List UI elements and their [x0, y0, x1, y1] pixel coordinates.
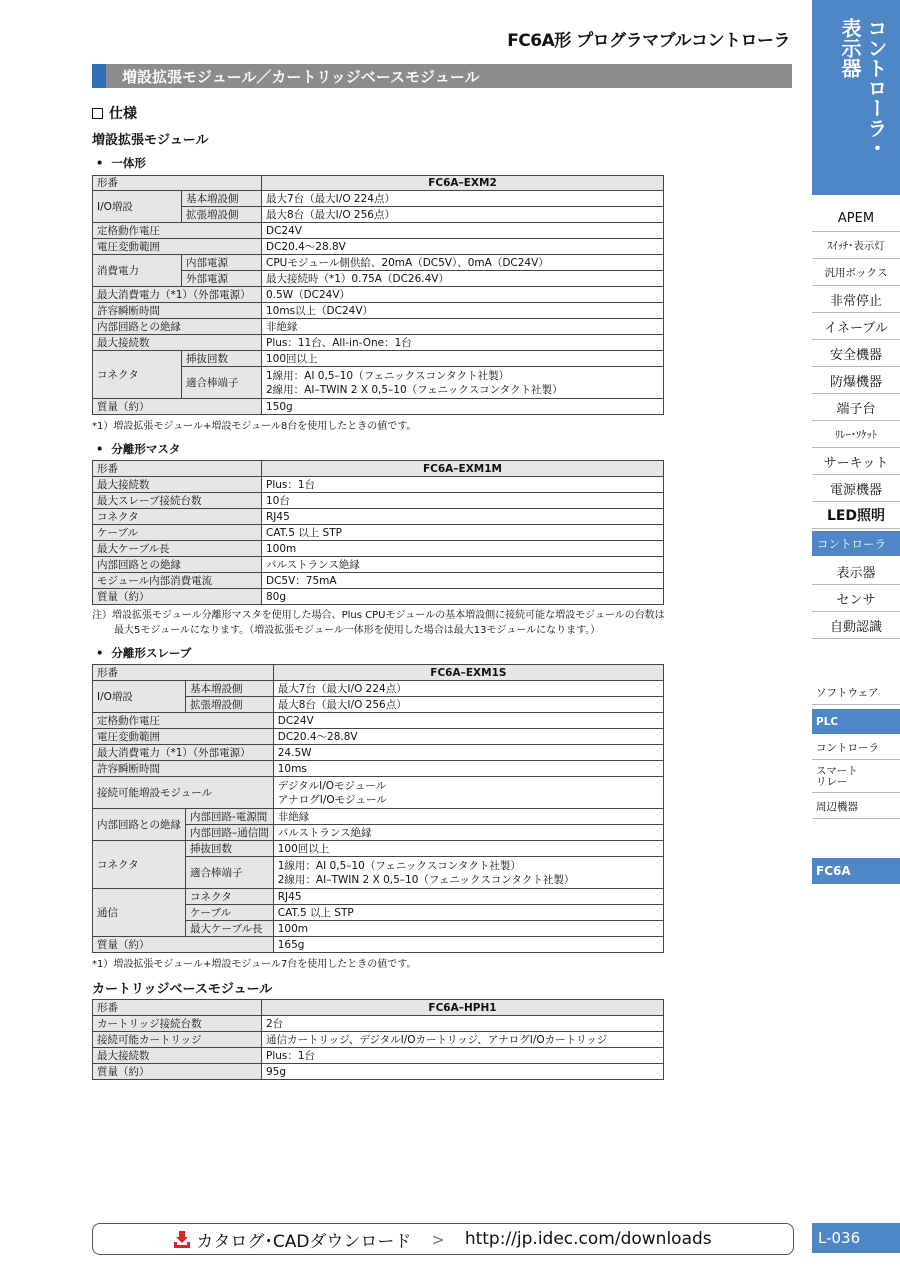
comm-length-label: 最大ケーブル長 — [186, 921, 274, 937]
ferrule-value-line-1: 1線用：AI 0,5–10（フェニックスコンタクト社製） — [266, 369, 510, 382]
side-nav-general-box[interactable]: 汎用ボックス — [812, 259, 900, 286]
interruption-label: 許容瞬断時間 — [93, 303, 262, 319]
side-nav-enable[interactable]: イネーブル — [812, 313, 900, 340]
table-row-label: カートリッジ接続台数 — [93, 1016, 262, 1032]
side-nav-safety[interactable]: 安全機器 — [812, 340, 900, 367]
connector-label: コネクタ — [93, 841, 186, 889]
comm-connector-value: RJ45 — [273, 889, 663, 905]
master-heading-label: 分離形マスタ — [111, 442, 181, 456]
io-ext-value: 最大8台（最大I/O 256点） — [273, 697, 663, 713]
insulation-comm-value: パルストランス絶縁 — [273, 825, 663, 841]
category-tab-line-1: コントローラ・ — [864, 18, 888, 158]
insertion-label: 挿抜回数 — [186, 841, 274, 857]
ferrule-value-line-2: 2線用：AI–TWIN 2 X 0,5–10（フェニックスコンタクト社製） — [266, 383, 563, 396]
section-title: 増設拡張モジュール／カートリッジベースモジュール — [122, 68, 480, 86]
power-external-value: 最大接続時（*1）0.75A（DC26.4V） — [262, 271, 664, 287]
expansion-module-heading: 増設拡張モジュール — [92, 133, 209, 148]
model-number: FC6A–EXM2 — [262, 176, 664, 191]
table-row-value: 通信カートリッジ、デジタルI/Oカートリッジ、アナログI/Oカートリッジ — [262, 1032, 664, 1048]
interruption-value: 10ms以上（DC24V） — [262, 303, 664, 319]
ferrule-value-line-2: 2線用：AI–TWIN 2 X 0,5–10（フェニックスコンタクト社製） — [277, 873, 575, 886]
connectable-modules-value — [273, 777, 663, 809]
connector-label: コネクタ — [93, 351, 182, 399]
table-row-value: 80g — [262, 589, 664, 605]
master-spec-table — [92, 460, 664, 605]
page-header-title: FC6A形 プログラマブルコントローラ — [507, 31, 790, 51]
section-accent-mark — [92, 64, 106, 88]
side-nav-led-lighting[interactable]: LED照明 — [812, 502, 900, 529]
table-row-value: RJ45 — [262, 509, 664, 525]
side-model-fc6a[interactable]: FC6A — [812, 858, 900, 884]
interruption-label: 許容瞬断時間 — [93, 761, 274, 777]
side-nav-relay-socket[interactable]: ﾘﾚｰ･ｿｹｯﾄ — [812, 421, 900, 448]
max-connect-label: 最大接続数 — [93, 335, 262, 351]
io-ext-value: 最大8台（最大I/O 256点） — [262, 207, 664, 223]
connectable-modules-line-1: デジタルI/Oモジュール — [277, 779, 387, 792]
rated-voltage-value: DC24V — [262, 223, 664, 239]
table-row-value: CAT.5 以上 STP — [262, 525, 664, 541]
table-row-label: ケーブル — [93, 525, 262, 541]
integrated-note: *1）増設拡張モジュール+増設モジュール8台を使用したときの値です。 — [92, 421, 417, 432]
table-row-value: 100m — [262, 541, 664, 557]
table-row-label: 質量（約） — [93, 589, 262, 605]
model-number: FC6A–HPH1 — [262, 1000, 664, 1016]
table-row-value: Plus：1台 — [262, 1048, 664, 1064]
cartridge-heading: カートリッジベースモジュール — [92, 982, 273, 997]
side-sub-peripherals[interactable]: 周辺機器 — [812, 794, 900, 819]
voltage-range-label: 電圧変動範囲 — [93, 729, 274, 745]
model-number: FC6A–EXM1M — [262, 461, 664, 477]
max-power-label: 最大消費電力（*1）（外部電源） — [93, 745, 274, 761]
table-row-label: 最大ケーブル長 — [93, 541, 262, 557]
table-row-label: 最大接続数 — [93, 477, 262, 493]
side-nav-terminal-block[interactable]: 端子台 — [812, 394, 900, 421]
checkbox-square-icon — [92, 108, 103, 119]
table-row-label: 最大スレーブ接続台数 — [93, 493, 262, 509]
voltage-range-value: DC20.4～28.8V — [273, 729, 663, 745]
side-nav-explosion-proof[interactable]: 防爆機器 — [812, 367, 900, 394]
model-label: 形番 — [93, 461, 262, 477]
download-label: カタログ･CADダウンロード — [196, 1231, 412, 1252]
io-base-value: 最大7台（最大I/O 224点） — [262, 191, 664, 207]
interruption-value: 10ms — [273, 761, 663, 777]
slave-note: *1）増設拡張モジュール+増設モジュール7台を使用したときの値です。 — [92, 959, 417, 970]
insertion-value: 100回以上 — [262, 351, 664, 367]
ferrule-label: 適合棒端子 — [186, 857, 274, 889]
ferrule-label: 適合棒端子 — [182, 367, 262, 399]
side-sub-plc[interactable]: PLC — [812, 709, 900, 734]
model-label: 形番 — [93, 665, 274, 681]
side-nav-controller[interactable]: コントローラ — [812, 531, 900, 556]
section-title-bar — [92, 64, 792, 88]
slave-heading-label: 分離形スレーブ — [111, 646, 192, 660]
table-row-value: パルストランス絶縁 — [262, 557, 664, 573]
weight-label: 質量（約） — [93, 399, 262, 415]
master-note-line-2: 最大5モジュールになります。（増設拡張モジュール一体形を使用した場合は最大13モジュールになります。） — [114, 625, 601, 636]
connectable-modules-line-2: アナログI/Oモジュール — [277, 793, 387, 806]
max-connect-value: Plus：11台、All-in-One：1台 — [262, 335, 664, 351]
chevron-right-icon: > — [431, 1229, 445, 1249]
io-base-label: 基本増設側 — [186, 681, 274, 697]
power-external-label: 外部電源 — [182, 271, 262, 287]
max-power-value: 0.5W（DC24V） — [262, 287, 664, 303]
spec-heading — [92, 103, 137, 123]
weight-label: 質量（約） — [93, 937, 274, 953]
table-row-value: 2台 — [262, 1016, 664, 1032]
weight-value: 165g — [273, 937, 663, 953]
spec-heading-label: 仕様 — [109, 106, 137, 122]
side-nav-apem[interactable]: APEM — [812, 205, 900, 232]
table-row-label: コネクタ — [93, 509, 262, 525]
comm-length-value: 100m — [273, 921, 663, 937]
voltage-range-value: DC20.4～28.8V — [262, 239, 664, 255]
comm-connector-label: コネクタ — [186, 889, 274, 905]
connectable-modules-label: 接続可能増設モジュール — [93, 777, 274, 809]
slave-spec-table — [92, 664, 664, 953]
category-tab[interactable] — [812, 0, 900, 195]
side-nav-sensor[interactable]: センサ — [812, 585, 900, 612]
download-url-link[interactable]: http://jp.idec.com/downloads — [464, 1229, 712, 1249]
model-label: 形番 — [93, 176, 262, 191]
rated-voltage-label: 定格動作電圧 — [93, 223, 262, 239]
table-row-label: 内部回路との絶縁 — [93, 557, 262, 573]
power-label: 消費電力 — [93, 255, 182, 287]
side-nav-display[interactable]: 表示器 — [812, 558, 900, 585]
rated-voltage-label: 定格動作電圧 — [93, 713, 274, 729]
category-tab-line-2: 表示器 — [838, 18, 862, 78]
power-internal-value: CPUモジュール側供給、20mA（DC5V）、0mA（DC24V） — [262, 255, 664, 271]
table-row-value: DC5V：75mA — [262, 573, 664, 589]
io-base-value: 最大7台（最大I/O 224点） — [273, 681, 663, 697]
model-label: 形番 — [93, 1000, 262, 1016]
side-sub-controller[interactable]: コントローラ — [812, 735, 900, 760]
table-row-label: 接続可能カートリッジ — [93, 1032, 262, 1048]
communication-label: 通信 — [93, 889, 186, 937]
ferrule-value-line-1: 1線用：AI 0,5–10（フェニックスコンタクト社製） — [277, 859, 521, 872]
download-banner[interactable] — [92, 1223, 794, 1255]
max-power-value: 24.5W — [273, 745, 663, 761]
side-nav-switch-indicator[interactable]: ｽｲｯﾁ･表示灯 — [812, 232, 900, 259]
side-sub-smart-relay-line-2: リレー — [816, 775, 848, 788]
insulation-label: 内部回路との絶縁 — [93, 319, 262, 335]
table-row-label: モジュール内部消費電流 — [93, 573, 262, 589]
page-number: L-036 — [812, 1223, 900, 1253]
io-ext-label: 拡張増設側 — [182, 207, 262, 223]
side-sub-smart-relay-line-1: スマート — [816, 764, 858, 777]
slave-heading: • 分離形スレーブ — [96, 646, 192, 660]
integrated-heading: • 一体形 — [96, 156, 146, 170]
rated-voltage-value: DC24V — [273, 713, 663, 729]
io-base-label: 基本増設側 — [182, 191, 262, 207]
power-internal-label: 内部電源 — [182, 255, 262, 271]
side-nav-circuit[interactable]: サーキット — [812, 448, 900, 475]
ferrule-value — [262, 367, 664, 399]
side-sub-software[interactable]: ソフトウェア — [812, 680, 900, 705]
table-row-label: 質量（約） — [93, 1064, 262, 1080]
comm-cable-value: CAT.5 以上 STP — [273, 905, 663, 921]
table-row-value: 95g — [262, 1064, 664, 1080]
max-power-label: 最大消費電力（*1）（外部電源） — [93, 287, 262, 303]
insulation-comm-label: 内部回路–通信間 — [186, 825, 274, 841]
side-sub-smart-relay[interactable] — [812, 761, 900, 793]
table-row-value: Plus：1台 — [262, 477, 664, 493]
model-number: FC6A–EXM1S — [273, 665, 663, 681]
side-nav-auto-id[interactable]: 自動認識 — [812, 612, 900, 639]
comm-cable-label: ケーブル — [186, 905, 274, 921]
ferrule-value — [273, 857, 663, 889]
io-expansion-label: I/O増設 — [93, 191, 182, 223]
table-row-value: 10台 — [262, 493, 664, 509]
integrated-heading-label: 一体形 — [111, 156, 146, 170]
cartridge-spec-table — [92, 999, 664, 1080]
insulation-value: 非絶縁 — [262, 319, 664, 335]
master-note-line-1: 注）増設拡張モジュール分離形マスタを使用した場合、Plus CPUモジュールの基本増設側に接続可能な増設モジュールの台数は — [92, 610, 665, 621]
insertion-label: 挿抜回数 — [182, 351, 262, 367]
download-icon — [174, 1231, 190, 1248]
io-ext-label: 拡張増設側 — [186, 697, 274, 713]
io-expansion-label: I/O増設 — [93, 681, 186, 713]
table-row-label: 最大接続数 — [93, 1048, 262, 1064]
insulation-label: 内部回路との絶縁 — [93, 809, 186, 841]
weight-value: 150g — [262, 399, 664, 415]
insulation-power-value: 非絶縁 — [273, 809, 663, 825]
insulation-power-label: 内部回路-電源間 — [186, 809, 274, 825]
side-nav-power[interactable]: 電源機器 — [812, 475, 900, 502]
insertion-value: 100回以上 — [273, 841, 663, 857]
integrated-spec-table — [92, 175, 664, 415]
side-nav-emergency-stop[interactable]: 非常停止 — [812, 286, 900, 313]
voltage-range-label: 電圧変動範囲 — [93, 239, 262, 255]
master-heading: • 分離形マスタ — [96, 442, 181, 456]
